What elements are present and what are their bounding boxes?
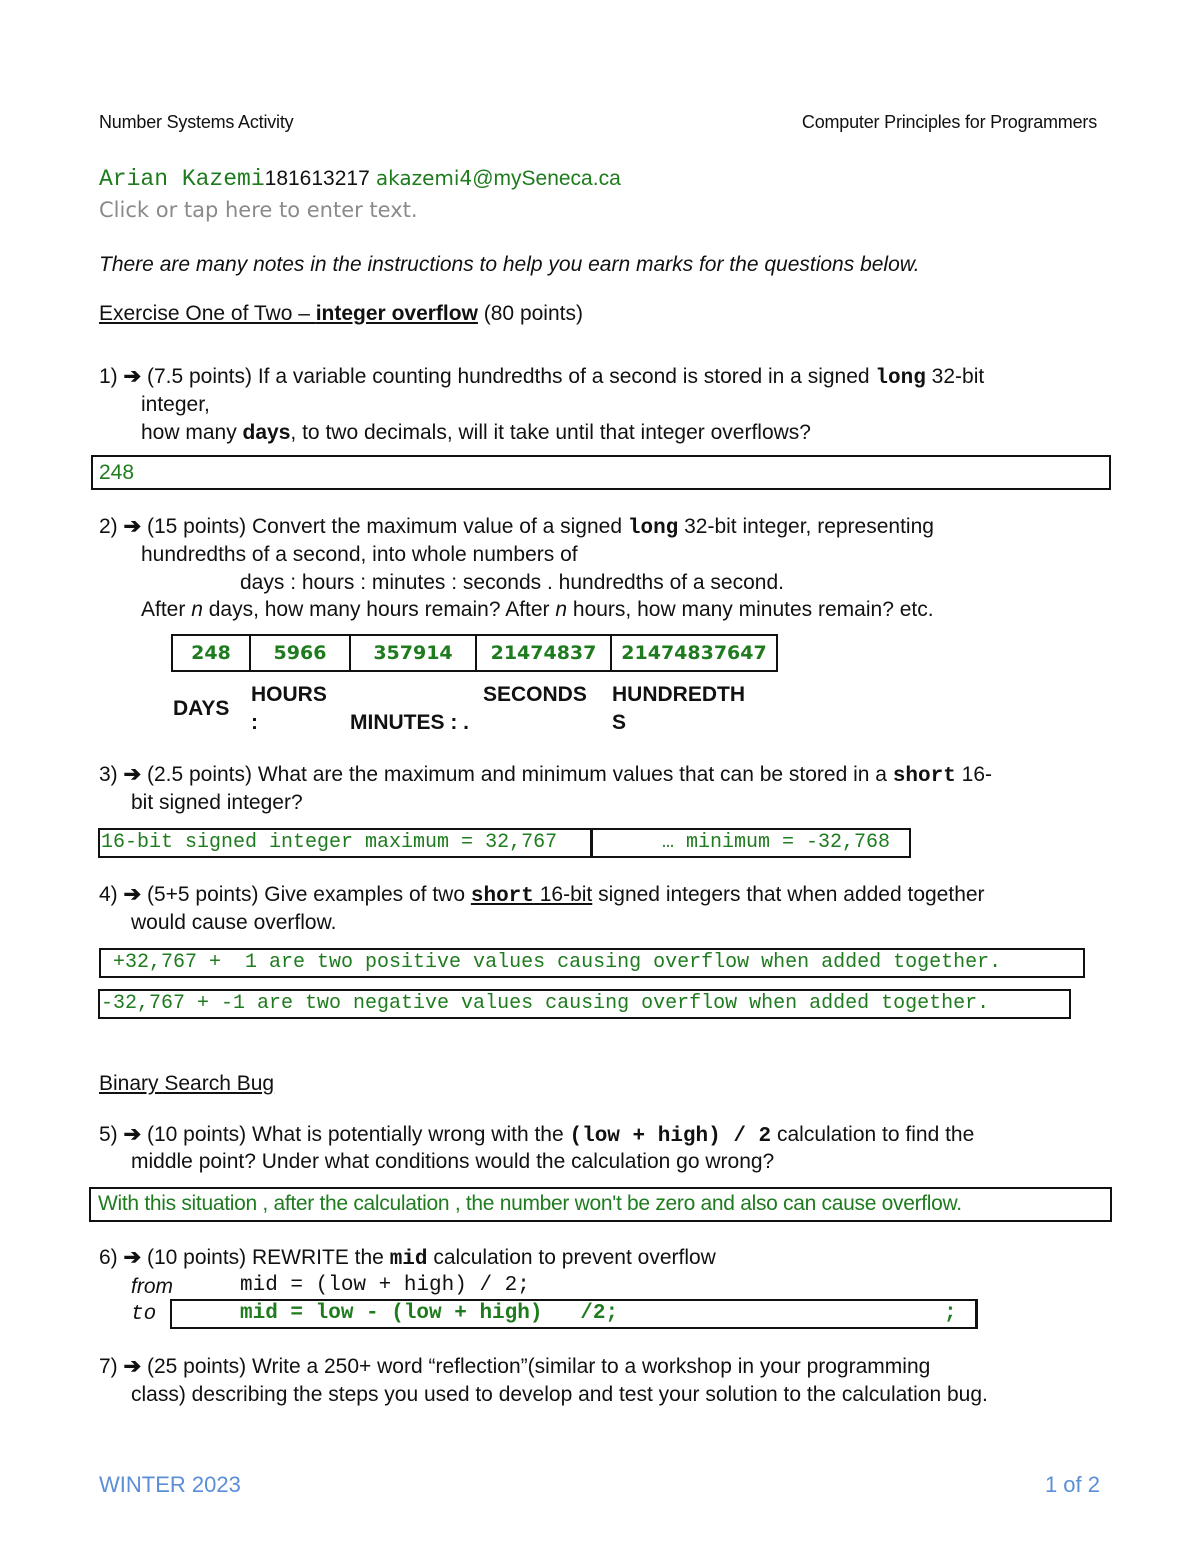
q4-underlined: 16-bit [533, 883, 593, 906]
student-name: Arian Kazemi [99, 166, 265, 192]
q6-from-code: mid = (low + high) / 2; [240, 1274, 530, 1297]
footer-page-number: 1 of 2 [1044, 1472, 1100, 1497]
q4-answer-2-box[interactable] [98, 989, 1071, 1019]
q2-cell-hours[interactable]: 5966 [250, 635, 350, 671]
q4-line2: would cause overflow. [131, 911, 337, 934]
question-4 [99, 881, 985, 911]
q2-line3: days : hours : minutes : seconds . hundredths of a second. [240, 571, 784, 594]
q4-answer-2: -32,767 + -1 are two negative values causing overflow when added together. [101, 992, 990, 1015]
label-hours-colon: : [251, 711, 258, 734]
email-user: akazemi4 [375, 166, 473, 190]
q5-code: (low + high) / 2 [569, 1125, 772, 1148]
q7-text: (25 points) Write a 250+ word “reflection”(similar to a workshop in your programming [141, 1355, 931, 1378]
q7-number: 7) [99, 1355, 124, 1378]
q2-keyword: long [627, 517, 679, 540]
label-hours: HOURS [251, 683, 327, 706]
q4-answer-1-box[interactable] [99, 948, 1085, 978]
q2-line4-b: days, how many hours remain? After [202, 598, 556, 621]
q5-answer-box[interactable] [89, 1187, 1112, 1222]
q1-keyword: long [875, 367, 926, 390]
q7-line2: class) describing the steps you used to develop and test your solution to the calculation bug. [131, 1383, 988, 1406]
header-left: Number Systems Activity [99, 112, 294, 132]
q2-cell-hundredths[interactable]: 21474837647 [611, 635, 777, 671]
q2-answer-table [171, 634, 778, 672]
q2-cell-seconds[interactable]: 21474837 [476, 635, 611, 671]
q4-keyword: short [470, 885, 534, 908]
q1-text-tail: 32-bit [925, 365, 985, 388]
label-seconds: SECONDS [483, 683, 587, 706]
q6-to-label: to [131, 1303, 157, 1326]
q4-number: 4) [99, 883, 124, 906]
q2-line4 [141, 596, 934, 624]
q4-text-tail: signed integers that when added together [592, 883, 985, 906]
q4-answer-1: +32,767 + 1 are two positive values causing overflow when added together. [101, 951, 1002, 974]
q1-line2: integer, [141, 393, 210, 416]
q6-to-code: mid = low - (low + high) /2; [240, 1302, 619, 1325]
arrow-right-icon: ➔ [123, 1355, 142, 1378]
q2-number: 2) [99, 515, 124, 538]
q3-line2: bit signed integer? [131, 791, 303, 814]
text-placeholder-field[interactable]: Click or tap here to enter text. [99, 198, 418, 222]
q2-line4-n2: n [555, 598, 568, 621]
footer-term: WINTER 2023 [99, 1472, 241, 1497]
question-1 [99, 363, 984, 393]
q2-cell-minutes[interactable]: 357914 [350, 635, 476, 671]
arrow-right-icon: ➔ [123, 365, 142, 388]
q6-number: 6) [99, 1246, 124, 1269]
exercise-one-heading [99, 300, 583, 328]
binary-search-heading: Binary Search Bug [99, 1072, 275, 1095]
email-domain: @mySeneca.ca [472, 167, 621, 190]
q1-line3 [141, 419, 811, 447]
q2-line4-n1: n [191, 598, 203, 621]
exercise-one-topic: integer overflow [315, 302, 478, 325]
exercise-one-points: (80 points) [477, 302, 583, 325]
label-hundredths: HUNDREDTH [612, 683, 745, 706]
q2-line2: hundredths of a second, into whole numbers of [141, 543, 578, 566]
arrow-right-icon: ➔ [123, 883, 142, 906]
q3-answer-max-box[interactable] [98, 828, 593, 858]
label-minutes: MINUTES : . [350, 711, 469, 734]
q6-keyword: mid [389, 1248, 428, 1271]
q2-cell-days[interactable]: 248 [172, 635, 250, 671]
arrow-right-icon: ➔ [123, 515, 142, 538]
q1-line3-a: how many [141, 421, 243, 444]
student-info[interactable] [99, 165, 621, 192]
q5-text: (10 points) What is potentially wrong with the [141, 1123, 570, 1146]
label-hundredths-s: S [612, 711, 627, 734]
q3-answer-min-box[interactable] [592, 828, 911, 858]
question-6 [99, 1244, 716, 1274]
label-days: DAYS [173, 697, 230, 720]
question-5 [99, 1121, 974, 1151]
q1-line3-c: , to two decimals, will it take until that integer overflows? [290, 421, 811, 444]
q3-keyword: short [892, 765, 956, 788]
q6-answer-box[interactable] [170, 1299, 978, 1329]
q1-number: 1) [99, 365, 124, 388]
arrow-right-icon: ➔ [123, 1246, 142, 1269]
q1-answer: 248 [99, 461, 135, 484]
q4-text: (5+5 points) Give examples of two [141, 883, 471, 906]
q5-answer: With this situation , after the calculation , the number won't be zero and also can cause overflow. [98, 1192, 962, 1215]
q6-text: (10 points) REWRITE the [141, 1246, 390, 1269]
q6-to-end: ; [944, 1302, 957, 1325]
q5-line2: middle point? Under what conditions would the calculation go wrong? [131, 1150, 775, 1173]
q2-line4-c: hours, how many minutes remain? etc. [567, 598, 934, 621]
q2-text-tail: 32-bit integer, representing [678, 515, 934, 538]
question-7 [99, 1353, 930, 1381]
q1-line3-bold: days [242, 421, 291, 444]
q3-text-tail: 16- [955, 763, 993, 786]
arrow-right-icon: ➔ [123, 1123, 142, 1146]
q2-text: (15 points) Convert the maximum value of a signed [141, 515, 628, 538]
q1-answer-box[interactable] [91, 455, 1111, 490]
q5-number: 5) [99, 1123, 124, 1146]
intro-text: There are many notes in the instructions to help you earn marks for the questions below. [99, 253, 920, 276]
student-id: 181613217 [264, 167, 370, 190]
q2-line4-a: After [141, 598, 192, 621]
q6-from-label: from [131, 1275, 173, 1298]
exercise-one-prefix: Exercise One of Two – [99, 302, 316, 325]
question-2 [99, 513, 934, 543]
header-right: Computer Principles for Programmers [801, 112, 1097, 132]
q3-answer-max: 16-bit signed integer maximum = 32,767 [101, 831, 558, 854]
q5-text-tail: calculation to find the [771, 1123, 975, 1146]
arrow-right-icon: ➔ [123, 763, 142, 786]
q6-text-tail: calculation to prevent overflow [427, 1246, 716, 1269]
question-3 [99, 761, 992, 791]
q3-answer-min: … minimum = -32,768 [662, 831, 891, 854]
q3-text: (2.5 points) What are the maximum and minimum values that can be stored in a [141, 763, 893, 786]
q3-number: 3) [99, 763, 124, 786]
q1-text: (7.5 points) If a variable counting hundredths of a second is stored in a signed [141, 365, 876, 388]
